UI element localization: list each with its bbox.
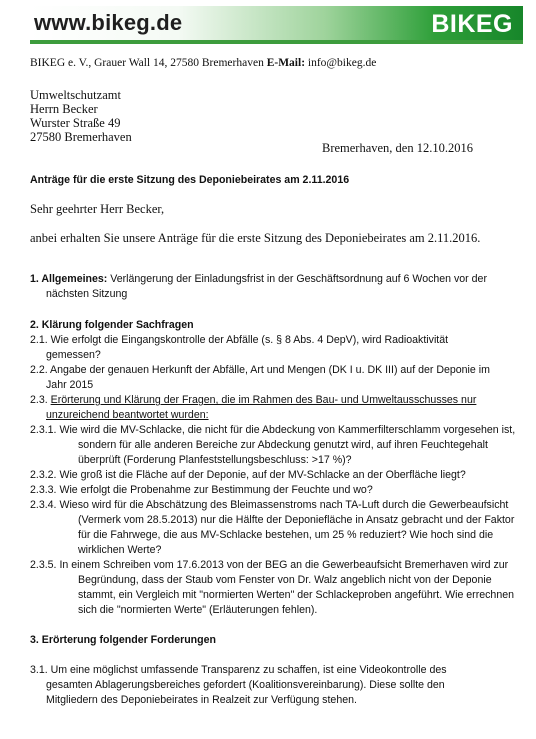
list-item-2-3-5: 2.3.5. In einem Schreiben vom 17.6.2013 von der BEG an die Gewerbeaufsicht Bremerhaven wird zur Begründung, dass der Staub vom Fenster von Dr. Walz angeblich nicht von der Deponie stammt, ein Vergleich mit "normierten Werten" der Schlackeproben angeführt. Wie errechnen sich die "normierten Werte" (Erläuterungen fehlen). (30, 559, 514, 616)
recipient-line: Umweltschutzamt (30, 88, 121, 102)
section-3-heading (30, 633, 476, 648)
list-item-2-3-text: Erörterung und Klärung der Fragen, die im Rahmen des Bau- und Umweltausschusses nur unzureichend beantwortet wurden: (46, 394, 477, 421)
recipient-address (30, 88, 132, 144)
list-item-2-3-2: 2.3.2. Wie groß ist die Fläche auf der Deponie, auf der MV-Schlacke an der Oberfläche liegt? (30, 469, 466, 481)
recipient-line: 27580 Bremerhaven (30, 130, 132, 144)
sender-address: BIKEG e. V., Grauer Wall 14, 27580 Bremerhaven (30, 57, 267, 69)
list-item-2-3-number: 2.3. (30, 394, 51, 406)
section-2-heading-text: 2. Klärung folgender Sachfragen (30, 319, 194, 331)
recipient-line: Herrn Becker (30, 102, 98, 116)
list-item-2-3-4: 2.3.4. Wieso wird für die Abschätzung des Bleimassenstroms nach TA-Luft durch die Gewerbeaufsicht (Vermerk vom 28.5.2013) nur die Hälfte der Deponiefläche in Ansatz gebracht und der Faktor für die Fahrwege, die aus MV-Schlacke bestehen, um 25 % reduziert? Wie hoch sind die wirklichen Werte? (30, 499, 515, 556)
list-item-2-3 (30, 393, 492, 423)
list-item-3-1: 3.1. Um eine möglichst umfassende Transparenz zu schaffen, ist eine Videokontrolle des gesamten Ablagerungsbereiches gefordert (Koalitionsvereinbarung). Diese sollte den Mitgliedern des Deponiebeirates in Realzeit zur Verfügung stehen. (30, 664, 447, 706)
section-1-text: Verlängerung der Einladungsfrist in der Geschäftsordnung auf 6 Wochen vor der nächsten Sitzung (46, 273, 487, 300)
section-1 (30, 272, 492, 302)
section-1-heading: 1. Allgemeines: (30, 273, 108, 285)
recipient-line: Wurster Straße 49 (30, 116, 121, 130)
list-item-2-3-1: 2.3.1. Wie wird die MV-Schlacke, die nicht für die Abdeckung von Kammerfilterschlamm vorgesehen ist, sondern für alle anderen Bereiche zur Abdeckung genutzt wird, auf ihren Feuchtegehalt überprüft (Forderung Planfeststellungsbeschluss: >17 %)? (30, 424, 516, 466)
list-item-2-3-3: 2.3.3. Wie erfolgt die Probenahme zur Bestimmung der Feuchte und wo? (30, 484, 373, 496)
list-item-2-2: 2.2. Angabe der genauen Herkunft der Abfälle, Art und Mengen (DK I u. DK III) auf der Deponie im Jahr 2015 (30, 364, 490, 391)
banner-underline (30, 40, 523, 44)
salutation: Sehr geehrter Herr Becker, (30, 202, 165, 216)
letterhead-banner (30, 6, 523, 44)
intro-paragraph: anbei erhalten Sie unsere Anträge für die erste Sitzung des Deponiebeirates am 2.11.2016. (30, 231, 481, 245)
section-2-heading (30, 318, 476, 333)
sender-email[interactable]: info@bikeg.de (305, 57, 377, 69)
email-label: E-Mail: (266, 57, 306, 69)
website-url[interactable]: www.bikeg.de (34, 10, 183, 35)
list-item-2-1: 2.1. Wie erfolgt die Eingangskontrolle der Abfälle (s. § 8 Abs. 4 DepV), wird Radioaktivität gemessen? (30, 334, 449, 361)
sender-line (30, 56, 376, 70)
section-3-heading-text: 3. Erörterung folgender Forderungen (30, 634, 216, 646)
letter-subject: Anträge für die erste Sitzung des Deponiebeirates am 2.11.2016 (30, 174, 350, 186)
letter-date: Bremerhaven, den 12.10.2016 (321, 141, 473, 155)
brand-logo-text: BIKEG (431, 10, 513, 38)
